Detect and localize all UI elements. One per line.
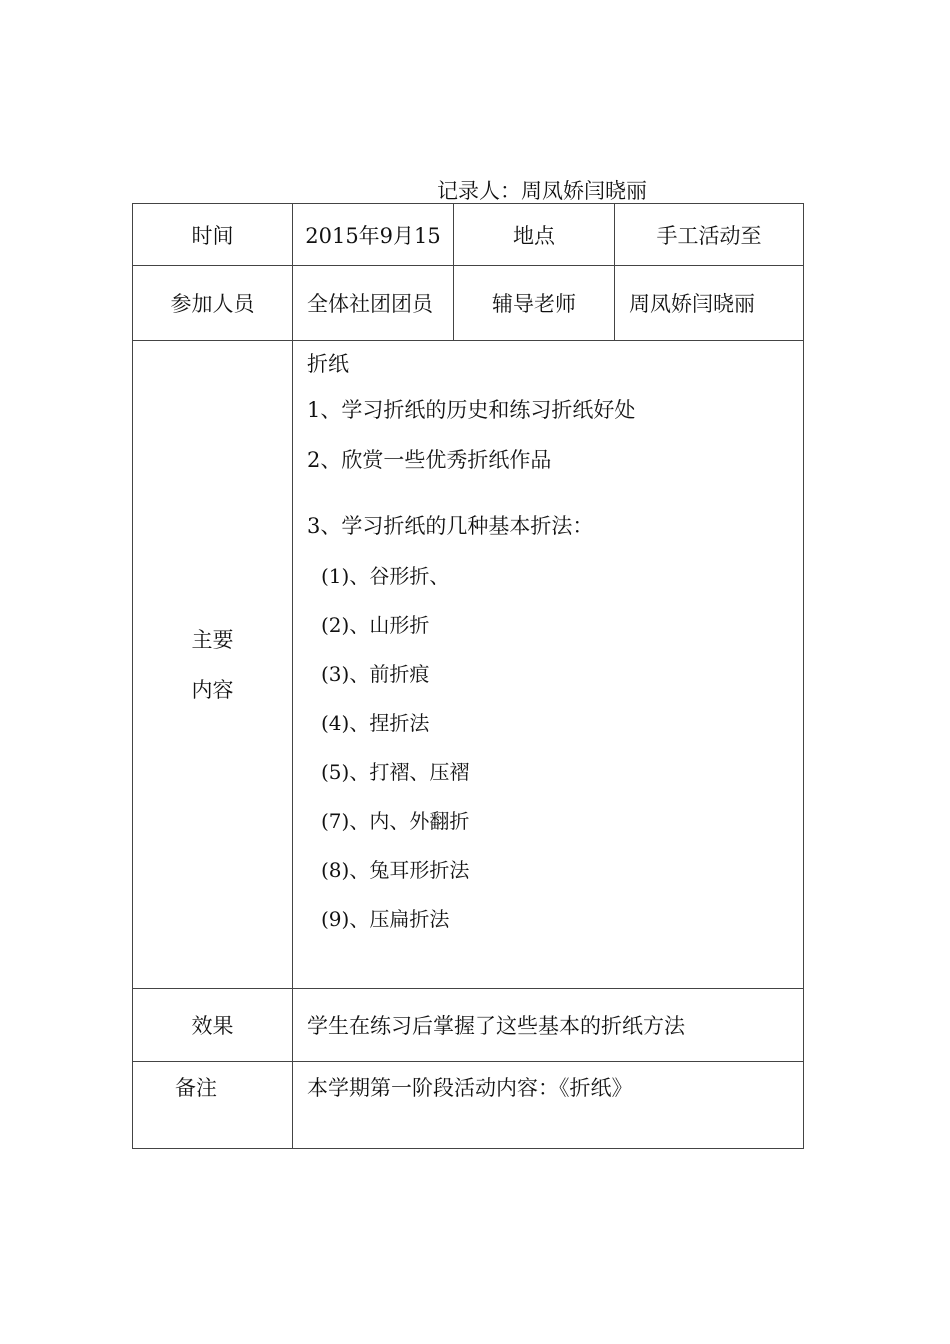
participants-value: 全体社团团员 (293, 266, 454, 341)
table-row (133, 989, 804, 1062)
table-row (133, 341, 804, 989)
main-content-body (293, 341, 804, 989)
main-label-line2: 内容 (191, 677, 234, 702)
main-content-label (133, 341, 293, 989)
list-item: (4)、捏折法 (321, 711, 430, 735)
place-value: 手工活动至 (615, 204, 804, 266)
list-item: (1)、谷形折、 (321, 564, 450, 588)
list-item: (2)、山形折 (321, 613, 430, 637)
activity-record-table (132, 203, 804, 1149)
note-value: 本学期第一阶段活动内容：《折纸》 (293, 1062, 804, 1149)
participants-label: 参加人员 (133, 266, 293, 341)
main-label-line1: 主要 (191, 627, 234, 652)
effect-label: 效果 (133, 989, 293, 1062)
list-item: (7)、内、外翻折 (321, 809, 470, 833)
time-value: 2015年9月15 (293, 204, 454, 266)
recorder-line: 记录人：周凤娇闫晓丽 (437, 179, 647, 203)
list-item: (5)、打褶、压褶 (321, 760, 470, 784)
content-point-1: 1、学习折纸的历史和练习折纸好处 (307, 398, 636, 422)
note-label: 备注 (133, 1062, 293, 1149)
table-row (133, 266, 804, 341)
content-point-2: 2、欣赏一些优秀折纸作品 (307, 448, 552, 472)
table-row (133, 1062, 804, 1149)
table-row (133, 204, 804, 266)
content-point-3: 3、学习折纸的几种基本折法： (307, 514, 594, 538)
list-item: (3)、前折痕 (321, 662, 430, 686)
content-title: 折纸 (307, 352, 349, 376)
list-item: (8)、兔耳形折法 (321, 858, 470, 882)
place-label: 地点 (454, 204, 615, 266)
effect-value: 学生在练习后掌握了这些基本的折纸方法 (293, 989, 804, 1062)
teacher-value: 周凤娇闫晓丽 (615, 266, 804, 341)
list-item: (9)、压扁折法 (321, 907, 450, 931)
time-label: 时间 (133, 204, 293, 266)
teacher-label: 辅导老师 (454, 266, 615, 341)
